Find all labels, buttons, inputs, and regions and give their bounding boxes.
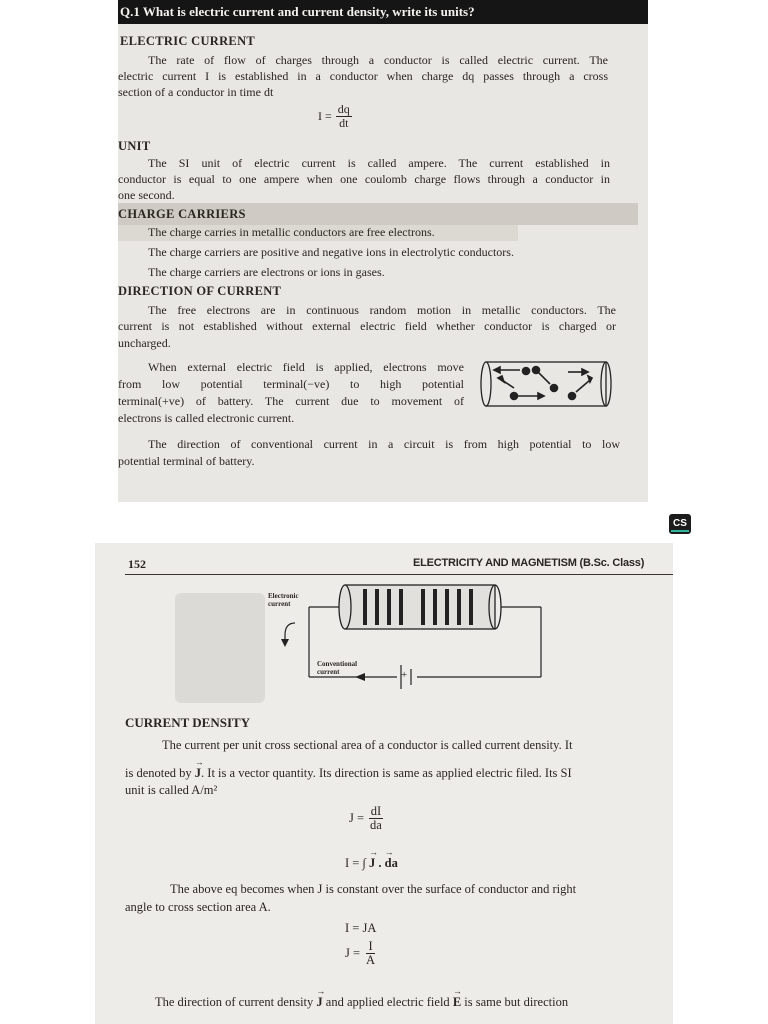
- equation-integral: I = ∫ → J . → da: [345, 855, 398, 872]
- electric-current-line-2: electric current I is established in a conductor when charge dq passes through a cross: [118, 69, 608, 83]
- current-density-line-1: The current per unit cross sectional area of a conductor is called current density. It: [162, 738, 573, 752]
- battery-plus-sign: +: [401, 669, 408, 681]
- camscanner-badge: CS: [669, 514, 691, 534]
- current-density-line-2: is denoted by → J. It is a vector quantity. Its direction is same as applied electric filed. Its SI: [125, 765, 572, 782]
- field-line-3: terminal(+ve) of battery. The current due to movement of: [118, 394, 464, 408]
- conventional-current-label: Conventional current: [317, 660, 358, 676]
- watermark-logo: [175, 593, 265, 703]
- unit-line-2: conductor is equal to one ampere when one coulomb charge flows through a conductor in: [118, 172, 610, 186]
- electric-current-line-3: section of a conductor in time dt: [118, 85, 274, 99]
- heading-electric-current: ELECTRIC CURRENT: [120, 34, 256, 48]
- unit-line-3: one second.: [118, 188, 175, 202]
- electric-current-line-1: The rate of flow of charges through a conductor is called electric current. The: [148, 53, 608, 67]
- formula-current: [318, 103, 352, 130]
- current-density-line-5: angle to cross section area A.: [125, 900, 271, 914]
- charge-carriers-line-1: The charge carries in metallic conductors are free electrons.: [148, 225, 435, 239]
- field-line-4: electrons is called electronic current.: [118, 411, 295, 425]
- formula-current-denominator: dt: [339, 116, 349, 130]
- direction-line-1: The free electrons are in continuous random motion in metallic conductors. The: [148, 303, 616, 317]
- equation-j-di-da: J = $\frac{dI}{da}$: [349, 804, 382, 832]
- heading-charge-carriers: CHARGE CARRIERS: [118, 207, 246, 221]
- conventional-line-1: The direction of conventional current in a circuit is from high potential to low: [148, 437, 620, 451]
- current-density-line-3: unit is called A/m²: [125, 783, 218, 797]
- heading-current-density: CURRENT DENSITY: [125, 715, 251, 730]
- conductor-electrons-illustration: [480, 358, 614, 410]
- unit-line-1: The SI unit of electric current is called ampere. The current established in: [148, 156, 610, 170]
- current-density-line-6: The direction of current density → J and applied electric field → E is same but direction: [155, 994, 568, 1011]
- vector-j-1: → J: [195, 765, 201, 782]
- equation-i-ja: I = JA: [345, 921, 377, 935]
- charge-carriers-line-3: The charge carriers are electrons or ions in gases.: [148, 265, 385, 279]
- direction-line-3: uncharged.: [118, 336, 171, 350]
- header-rule: [125, 574, 673, 575]
- current-density-line-4: The above eq becomes when J is constant over the surface of conductor and right: [170, 882, 577, 896]
- running-head: ELECTRICITY AND MAGNETISM (B.Sc. Class): [413, 557, 645, 569]
- page-number: 152: [128, 557, 146, 571]
- direction-line-2: current is not established without external electric field whether conductor is charged or: [118, 319, 616, 333]
- formula-current-numerator: dq: [337, 102, 350, 116]
- question-title: Q.1 What is electric current and current density, write its units?: [118, 0, 648, 24]
- textbook-page-bottom: [95, 543, 673, 1024]
- heading-direction-of-current: DIRECTION OF CURRENT: [118, 284, 282, 298]
- textbook-page-top: [118, 0, 648, 502]
- heading-unit: UNIT: [118, 139, 151, 153]
- formula-current-lhs: I =: [318, 109, 332, 123]
- field-line-2: from low potential terminal(−ve) to high potential: [118, 377, 464, 391]
- field-line-1: When external electric field is applied, electrons move: [148, 360, 464, 374]
- equation-j-i-a: J = $\frac{I}{A}$: [345, 939, 376, 967]
- conventional-line-2: potential terminal of battery.: [118, 454, 255, 468]
- electronic-current-label: Electronic current: [268, 592, 299, 608]
- charge-carriers-line-2: The charge carriers are positive and negative ions in electrolytic conductors.: [148, 245, 514, 259]
